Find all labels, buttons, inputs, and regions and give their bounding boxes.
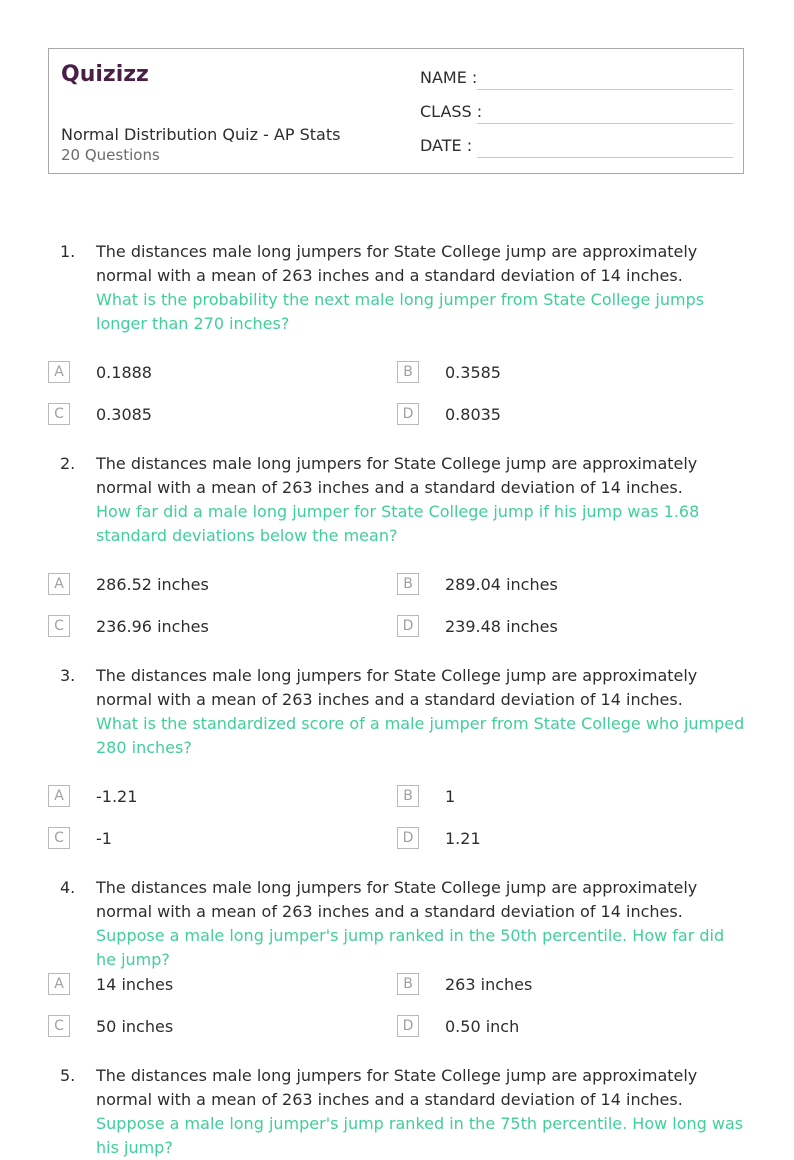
option-c-text: 50 inches [96,1017,174,1036]
question-count: 20 Questions [61,146,160,164]
option-a-box[interactable]: A [48,573,70,595]
svg-text:Quizizz: Quizizz [61,62,149,87]
question-text [96,1064,746,1160]
quizizz-logo [61,59,153,87]
date-label: DATE : [420,136,473,155]
question-number: 3. [60,666,76,685]
option-b-box[interactable]: B [397,573,419,595]
option-d-box[interactable]: D [397,1015,419,1037]
option-d-text: 0.50 inch [445,1017,520,1036]
class-label: CLASS : [420,102,483,121]
question-text [96,452,746,548]
option-c-box[interactable]: C [48,827,70,849]
question-number: 4. [60,878,76,897]
option-c-box[interactable]: C [48,1015,70,1037]
option-c-text: 0.3085 [96,405,152,424]
option-d-text: 0.8035 [445,405,501,424]
question-prompt: What is the standardized score of a male jumper from State College who jumped 280 inches? [96,714,745,757]
date-field[interactable] [477,157,733,158]
option-c-text: -1 [96,829,112,848]
question-prompt: What is the probability the next male long jumper from State College jumps longer than 270 inches? [96,290,705,333]
worksheet-header [48,48,744,174]
question-number: 2. [60,454,76,473]
question-stem: The distances male long jumpers for State College jump are approximately normal with a mean of 263 inches and a standard deviation of 14 inches. [96,454,698,497]
option-a-text: -1.21 [96,787,138,806]
question-stem: The distances male long jumpers for State College jump are approximately normal with a mean of 263 inches and a standard deviation of 14 inches. [96,878,698,921]
question-number: 1. [60,242,76,261]
question-number: 5. [60,1066,76,1085]
question-prompt: Suppose a male long jumper's jump ranked in the 50th percentile. How far did he jump? [96,926,725,969]
option-b-text: 0.3585 [445,363,501,382]
option-b-box[interactable]: B [397,785,419,807]
option-d-text: 1.21 [445,829,481,848]
class-field[interactable] [477,123,733,124]
question-stem: The distances male long jumpers for State College jump are approximately normal with a mean of 263 inches and a standard deviation of 14 inches. [96,1066,698,1109]
question-stem: The distances male long jumpers for State College jump are approximately normal with a mean of 263 inches and a standard deviation of 14 inches. [96,666,698,709]
question-text [96,664,746,760]
option-b-box[interactable]: B [397,361,419,383]
option-b-text: 263 inches [445,975,533,994]
option-d-box[interactable]: D [397,403,419,425]
option-a-box[interactable]: A [48,973,70,995]
option-c-box[interactable]: C [48,615,70,637]
name-label: NAME : [420,68,478,87]
option-a-text: 0.1888 [96,363,152,382]
option-d-text: 239.48 inches [445,617,558,636]
option-b-text: 289.04 inches [445,575,558,594]
question-prompt: Suppose a male long jumper's jump ranked in the 75th percentile. How long was his jump? [96,1114,744,1157]
name-field[interactable] [477,89,733,90]
option-a-box[interactable]: A [48,361,70,383]
question-prompt: How far did a male long jumper for State College jump if his jump was 1.68 standard deviations below the mean? [96,502,700,545]
option-a-text: 14 inches [96,975,174,994]
option-c-box[interactable]: C [48,403,70,425]
question-text [96,240,746,336]
quiz-title: Normal Distribution Quiz - AP Stats [61,125,341,144]
option-d-box[interactable]: D [397,827,419,849]
option-a-box[interactable]: A [48,785,70,807]
option-d-box[interactable]: D [397,615,419,637]
option-a-text: 286.52 inches [96,575,209,594]
question-text [96,876,746,972]
option-b-box[interactable]: B [397,973,419,995]
option-c-text: 236.96 inches [96,617,209,636]
question-stem: The distances male long jumpers for State College jump are approximately normal with a mean of 263 inches and a standard deviation of 14 inches. [96,242,698,285]
option-b-text: 1 [445,787,456,806]
